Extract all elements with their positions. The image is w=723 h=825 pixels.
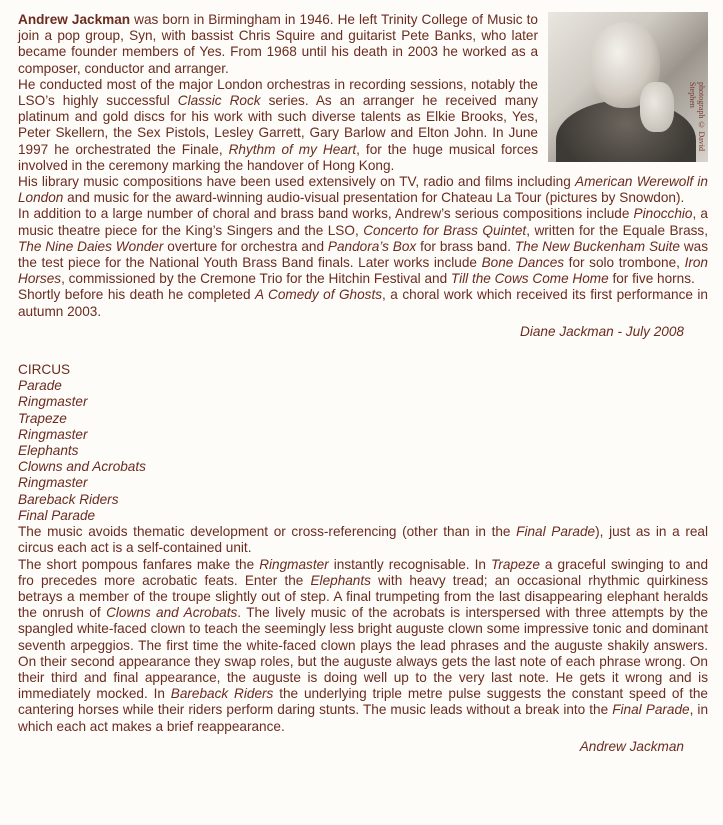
movement-ref: Final Parade (516, 524, 596, 540)
portrait-hand (640, 82, 674, 132)
movement-list (18, 378, 708, 524)
bio-text: overture for orchestra and (163, 238, 328, 254)
work-title: Concerto for Brass Quintet (363, 222, 527, 238)
work-title: A Comedy of Ghosts (255, 287, 383, 303)
movement-ref: Trapeze (491, 556, 540, 572)
work-title: Till the Cows Come Home (450, 271, 609, 287)
portrait-photo (548, 12, 708, 162)
movement-item: Ringmaster (18, 394, 88, 410)
circus-heading: CIRCUS (18, 362, 71, 378)
work-title: Classic Rock (177, 93, 261, 109)
liner-notes-page (18, 12, 708, 755)
notes-text: , in which each act makes a brief reappearance. (18, 702, 709, 734)
movement-item: Ringmaster (18, 475, 88, 491)
circus-paragraph-2 (18, 557, 708, 735)
bio-paragraph-3 (18, 174, 708, 206)
notes-text: instantly recognisable. In (328, 556, 492, 572)
movement-item: Final Parade (18, 507, 96, 523)
bio-text: , commissioned by the Cremone Trio for the Hitchin Festival and (61, 271, 451, 287)
composer-name: Andrew Jackman (18, 12, 131, 27)
bio-signature: Diane Jackman - July 2008 (520, 323, 684, 339)
circus-signature: Andrew Jackman (579, 738, 684, 754)
bio-paragraph-1 (18, 12, 538, 77)
movement-item: Parade (18, 378, 62, 394)
circus-paragraph-1 (18, 524, 708, 556)
movement-item: Bareback Riders (18, 491, 119, 507)
work-title: Pandora’s Box (327, 238, 417, 254)
photo-credit: photograph © David Stephen (688, 82, 706, 151)
movement-item: Ringmaster (18, 426, 88, 442)
bio-text: , written for the Equale Brass, (526, 222, 708, 238)
notes-text: the underlying triple metre pulse suggests the constant speed of the cantering horses while their riders perform daring stunts. The music leads without a break into the (18, 686, 708, 718)
movement-ref: Ringmaster (259, 556, 329, 572)
bio-text: was the test piece for the National Youth Brass Band finals. Later works include (18, 238, 708, 271)
movement-item: Trapeze (18, 410, 67, 426)
work-title: Bone Dances (481, 255, 565, 271)
notes-text: ), just as in a real circus each act is a self-contained unit. (18, 524, 708, 556)
bio-text: He conducted most of the major London orchestras in recording sessions, notably the LSO’s highly successful (18, 76, 538, 109)
movement-ref: Clowns and Acrobats (106, 605, 238, 621)
work-title: American Werewolf in London (18, 174, 708, 206)
bio-text: In addition to a large number of choral and brass band works, Andrew’s serious compositions include (18, 206, 634, 222)
portrait-shoulders (556, 100, 696, 162)
movement-item: Clowns and Acrobats (18, 459, 146, 475)
bio-text: , a choral work which received its first performance in autumn 2003. (18, 287, 708, 319)
bio-paragraph-5 (18, 287, 708, 319)
movement-ref: Elephants (310, 572, 371, 588)
bio-text: His library music compositions have been used extensively on TV, radio and films including (18, 174, 576, 190)
work-title: Pinocchio (633, 206, 693, 222)
bio-text: , a music theatre piece for the King’s Singers and the LSO, (18, 206, 708, 238)
work-title: Iron Horses (18, 255, 708, 287)
bio-text: for brass band. (416, 238, 515, 254)
bio-text: for five horns. (608, 271, 695, 287)
bio-text: Shortly before his death he completed (18, 287, 255, 303)
movement-item: Elephants (18, 443, 79, 459)
work-title: The Nine Daies Wonder (18, 238, 164, 254)
movement-ref: Bareback Riders (170, 686, 274, 702)
bio-paragraph-2 (18, 77, 538, 174)
work-title: Rhythm of my Heart (228, 141, 357, 157)
notes-text: with heavy tread; an occasional rhythmic quirkiness betrays a member of the troupe slightly out of step. A final trumpeting from the last disappearing elephant heralds the onrush of (18, 572, 708, 621)
notes-text: The music avoids thematic development or cross-referencing (other than in the (18, 524, 517, 540)
bio-text: and music for the award-winning audio-visual presentation for Chateau La Tour (pictures by Snowdon). (63, 190, 685, 206)
notes-text: a graceful swinging to and fro precedes more acrobatic feats. Enter the (18, 556, 709, 588)
bio-text: for solo trombone, (564, 255, 685, 271)
notes-text: The short pompous fanfares make the (18, 556, 260, 572)
work-title: The New Buckenham Suite (514, 238, 680, 254)
bio-text: was born in Birmingham in 1946. He left Trinity College of Music to join a pop group, Syn, with bassist Chris Squire and guitarist Pete Banks, who later became founder members of Yes. From 1968 until his death in 2003 he worked as a composer, conductor and arranger. (18, 12, 538, 76)
movement-ref: Final Parade (612, 702, 690, 718)
bio-text: , for the huge musical forces involved in the ceremony marking the handover of Hong Kong. (18, 141, 538, 173)
bio-text: series. As an arranger he received many platinum and gold discs for his work with such diverse talents as Elkie Brooks, Yes, Peter Skellern, the Sex Pistols, Lesley Garrett, Gary Barlow and Elton John. In June 1997 he orchestrated the Finale, (18, 93, 538, 157)
bio-paragraph-4 (18, 206, 708, 287)
notes-text: . The lively music of the acrobats is interspersed with three attempts by the spangled white-faced clown to teach the seemingly less bright auguste clown some impressive tonic and dominant seventh arpeggios. The first time the white-faced clown plays the lead phrases and the auguste shakily answers. On their second appearance they swap roles, but the auguste always gets the last note of each phrase wrong. On their third and final appearance, the auguste is doing well up to the very last note. He gets it wrong and is immediately mocked. In (18, 605, 708, 702)
